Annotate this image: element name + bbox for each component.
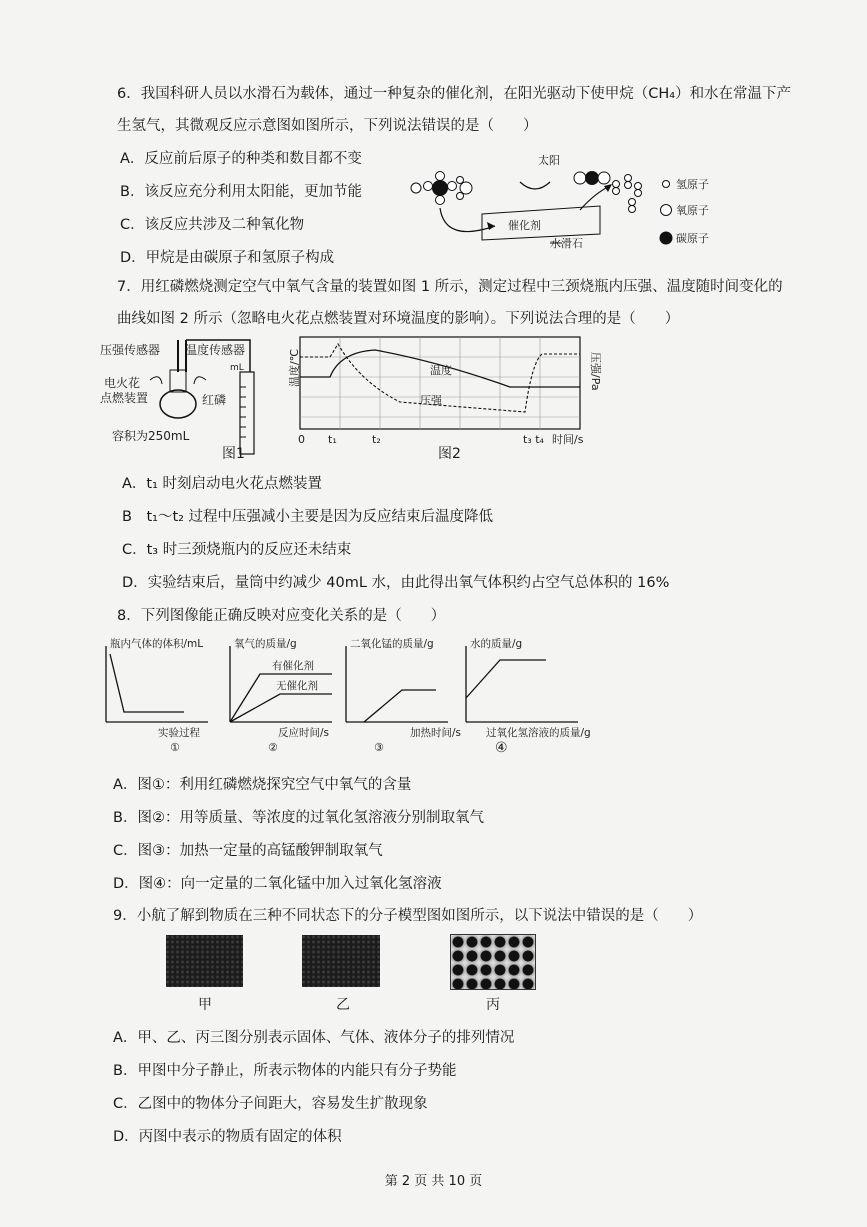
q8-graph-4 xyxy=(456,636,596,751)
q6-option-d: D．甲烷是由碳原子和氢原子构成 xyxy=(120,250,335,266)
q7-stem-line1: 7．用红磷燃烧测定空气中氧气含量的装置如图 1 所示，测定过程中三颈烧瓶内压强、温度随时间变化的 xyxy=(117,279,783,295)
q9-stem: 9．小航了解到物质在三种不同状态下的分子模型图如图所示，以下说法中错误的是（ ） xyxy=(113,908,703,924)
q8-graph-1 xyxy=(96,636,216,754)
ml-label: mL xyxy=(230,363,244,373)
graph2-ylabel: 氧气的质量/g xyxy=(234,638,297,650)
q8-option-d: D．图④：向一定量的二氧化锰中加入过氧化氢溶液 xyxy=(113,876,442,892)
molecule-model-bing xyxy=(450,934,536,990)
q7-fig1-caption: 图1 xyxy=(222,446,245,462)
pressure-label: 压强 xyxy=(420,394,442,407)
legend xyxy=(660,177,710,245)
q6-reaction-diagram xyxy=(400,148,730,258)
three-neck-flask xyxy=(160,390,196,418)
methane-molecule xyxy=(424,172,457,205)
legend-hydrogen: 氢原子 xyxy=(676,178,709,191)
graph4-ylabel: 水的质量/g xyxy=(470,638,523,650)
graph2-number: ② xyxy=(268,741,278,754)
q6-option-c: C．该反应共涉及二种氧化物 xyxy=(120,217,305,233)
q8-graph-2 xyxy=(220,636,340,754)
q6-option-a: A．反应前后原子的种类和数目都不变 xyxy=(120,151,362,167)
q8-stem: 8．下列图像能正确反映对应变化关系的是（ ） xyxy=(117,608,446,624)
q6-stem-line2: 生氢气，其微观反应示意图如图所示，下列说法错误的是（ ） xyxy=(117,118,538,134)
graph4-xlabel: 过氧化氢溶液的质量/g xyxy=(486,727,591,739)
graph1-ylabel: 瓶内气体的体积/mL xyxy=(110,638,204,650)
measuring-cylinder xyxy=(240,372,254,454)
page-footer: 第 2 页 共 10 页 xyxy=(384,1174,483,1189)
graph1-curve xyxy=(110,654,184,712)
graph2-line2-label: 无催化剂 xyxy=(276,680,318,692)
support-label: 水滑石 xyxy=(550,237,583,250)
temp-sensor-label: 温度传感器 xyxy=(185,343,246,357)
legend-carbon: 碳原子 xyxy=(676,232,709,245)
volume-label: 容积为250mL xyxy=(112,429,190,443)
q9-option-b: B．甲图中分子静止，所表示物体的内能只有分子势能 xyxy=(113,1063,457,1079)
molecule-model-jia xyxy=(166,935,243,987)
igniter-label-1: 电火花 xyxy=(104,376,141,390)
caption-jia: 甲 xyxy=(198,997,212,1013)
phosphorus-label: 红磷 xyxy=(202,393,227,407)
temperature-label: 温度 xyxy=(430,364,452,377)
graph4-curve xyxy=(466,660,546,698)
pressure-sensor-label: 压强传感器 xyxy=(100,343,161,357)
q7-stem-line2: 曲线如图 2 所示（忽略电火花点燃装置对环境温度的影响）。下列说法合理的是（ ） xyxy=(117,311,680,327)
graph3-ylabel: 二氧化锰的质量/g xyxy=(350,638,434,650)
caption-bing: 丙 xyxy=(486,997,500,1013)
graph2-line1-label: 有催化剂 xyxy=(272,660,314,672)
q7-fig2-chart xyxy=(280,332,600,457)
tick-t2: t₂ xyxy=(372,433,381,446)
catalyst-label: 催化剂 xyxy=(508,219,541,232)
q8-option-c: C．图③：加热一定量的高锰酸钾制取氧气 xyxy=(113,843,383,859)
q7-option-c: C．t₃ 时三颈烧瓶内的反应还未结束 xyxy=(122,542,352,558)
graph3-xlabel: 加热时间/s xyxy=(410,727,462,739)
product-h2 xyxy=(613,175,642,213)
q8-graph-3 xyxy=(336,636,462,754)
graph1-xlabel: 实验过程 xyxy=(158,727,200,739)
q6-stem-line1: 6．我国科研人员以水滑石为载体，通过一种复杂的催化剂，在阳光驱动下使甲烷（CH₄）和水在常温下产 xyxy=(117,86,792,102)
tick-t1: t₁ xyxy=(328,433,337,446)
q7-fig2-caption: 图2 xyxy=(438,446,461,462)
graph1-number: ① xyxy=(170,741,180,754)
legend-oxygen: 氧原子 xyxy=(676,204,709,217)
q9-option-c: C．乙图中的物体分子间距大，容易发生扩散现象 xyxy=(113,1096,428,1112)
tick-t3-t4: t₃ t₄ xyxy=(523,433,544,446)
graph2-xlabel: 反应时间/s xyxy=(278,727,330,739)
q7-option-d: D．实验结束后，量筒中约减少 40mL 水，由此得出氧气体积约占空气总体积的 16% xyxy=(122,575,670,591)
molecule-model-yi xyxy=(302,935,380,987)
q8-option-b: B．图②：用等质量、等浓度的过氧化氢溶液分别制取氧气 xyxy=(113,810,484,826)
q7-option-a: A．t₁ 时刻启动电火花点燃装置 xyxy=(122,476,323,492)
ylabel-pressure: 压强/Pa xyxy=(589,352,602,391)
graph4-number: ④ xyxy=(495,740,508,756)
q6-option-b: B．该反应充分利用太阳能，更加节能 xyxy=(120,184,362,200)
q8-option-a: A．图①：利用红磷燃烧探究空气中氧气的含量 xyxy=(113,777,412,793)
q7-fig1-apparatus xyxy=(90,332,270,457)
origin-label: 0 xyxy=(298,433,305,446)
product-co2 xyxy=(574,171,610,185)
ylabel-temperature: 温度/℃ xyxy=(288,348,301,387)
graph3-number: ③ xyxy=(374,741,384,754)
igniter-label-2: 点燃装置 xyxy=(100,391,149,405)
chart-frame xyxy=(300,337,580,429)
graph3-curve xyxy=(364,690,436,722)
caption-yi: 乙 xyxy=(336,997,350,1013)
q9-option-d: D．丙图中表示的物质有固定的体积 xyxy=(113,1129,342,1145)
q9-option-a: A．甲、乙、丙三图分别表示固体、气体、液体分子的排列情况 xyxy=(113,1030,515,1046)
sun-label: 太阳 xyxy=(538,154,560,167)
xlabel-time: 时间/s xyxy=(552,433,584,446)
q7-option-b: B t₁～t₂ 过程中压强减小主要是因为反应结束后温度降低 xyxy=(122,509,494,525)
